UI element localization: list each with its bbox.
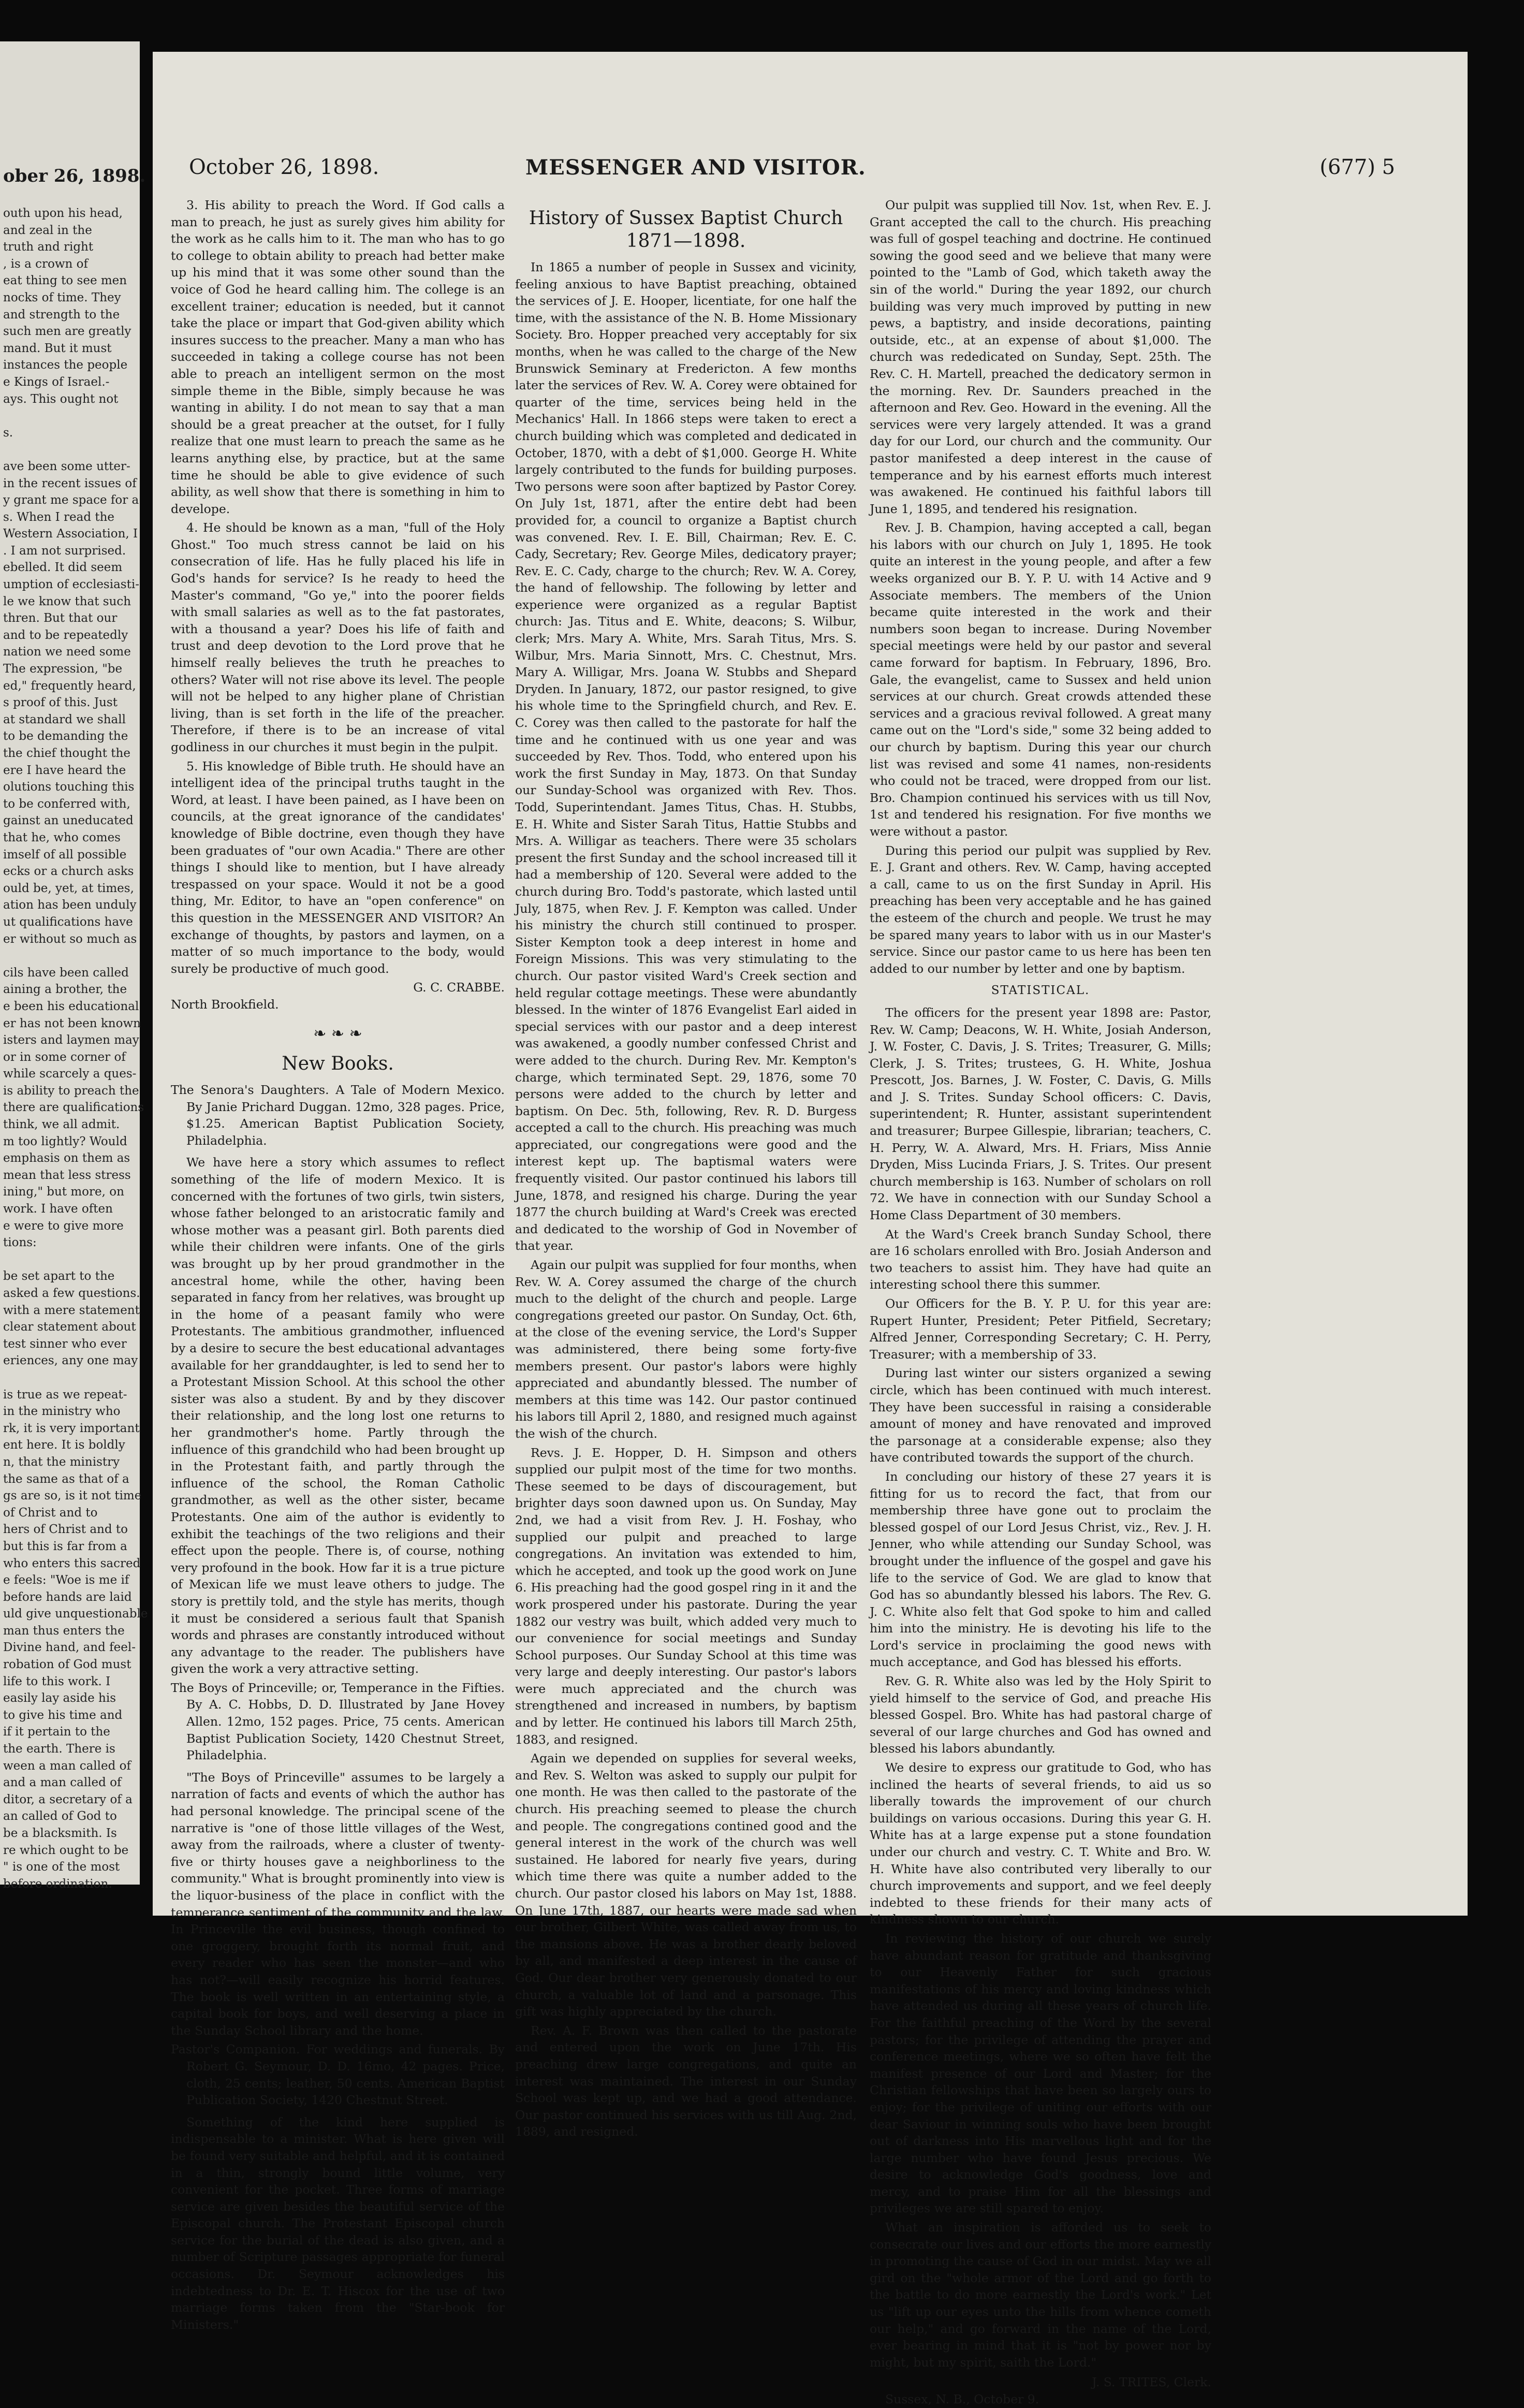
section-ornament: ❧ ❧ ❧ — [313, 1024, 362, 1043]
adjacent-line: ining," but more, on — [3, 1185, 124, 1199]
adjacent-line: man thus enters the — [3, 1624, 125, 1638]
adjacent-line: uld give unquestionable — [3, 1607, 148, 1621]
adjacent-line: ays. This ought not — [3, 392, 119, 406]
adjacent-line: life to this work. I — [3, 1674, 111, 1688]
adjacent-line: ation has been unduly — [3, 898, 137, 912]
adjacent-line: if it pertain to the — [3, 1725, 110, 1739]
adjacent-line: who enters this sacred — [3, 1556, 141, 1570]
adjacent-page-text — [0, 205, 148, 1892]
header-title: MESSENGER AND VISITOR. — [525, 155, 866, 180]
article-title — [515, 207, 857, 253]
adjacent-line: s proof of this. Just — [3, 696, 118, 710]
article-continuation — [870, 197, 1211, 977]
adjacent-line — [3, 1369, 140, 1387]
adjacent-line: nocks of time. They — [3, 290, 121, 304]
adjacent-line: be a blacksmith. Is — [3, 1827, 117, 1840]
adjacent-line: work. I have often — [3, 1202, 113, 1216]
adjacent-line: truth and right — [3, 240, 94, 254]
adjacent-line: n, that the ministry — [3, 1455, 120, 1469]
paragraph: 3. His ability to preach the Word. If God calls a man to preach, he just as surely gives him ability for the work as he calls him to it. The man who has to go to college to obtain ability to preach had better make up his mind that it was some other sound than the voice of God he heard calling him. The college is an excellent trainer; education is needed, but it cannot take the place or impart that God-given ability which insures success to the preacher. Many a man who has succeeded in taking a college course has not been able to preach an intelligent sermon on the most simple theme in the Bible, simply because he was wanting in ability. I do not mean to say that a man should be a great preacher at the outset, for I fully realize that one must learn to preach the same as he learns anything else, by practice, but at the same time he should be able to give evidence of such ability, as well show that there is something in him to develope. — [171, 198, 505, 516]
adjacent-line: e Kings of Israel.- — [3, 375, 110, 389]
paragraph: Our pulpit was supplied till Nov. 1st, when Rev. E. J. Grant accepted the call to the church. His preaching was full of gospel teaching and doctrine. He continued sowing the good seed and we believe that many were pointed to the "Lamb of God, which taketh away the sin of the world." During the year 1892, our church building was very much improved by putting in new pews, a baptistry, and inside decorations, painting outside, etc., at an expense of about $1,000. The church was rededicated on Sunday, Sept. 25th. The Rev. C. H. Martell, preached the dedicatory sermon in the morning. Rev. Dr. Saunders preached in the afternoon and Rev. Geo. Howard in the evening. All the services were very largely attended. It was a grand day for our Lord, our church and the community. Our pastor manifested a deep interest in the cause of temperance and by his earnest efforts much interest was awakened. He continued his faithful labors till June 1, 1895, and tendered his resignation. — [870, 198, 1211, 516]
adjacent-line: eriences, any one may — [3, 1354, 138, 1368]
article-signer: J. S. TRITES, Clerk. — [1092, 2375, 1211, 2390]
adjacent-line: le we know that such — [3, 594, 131, 608]
paragraph: Rev. G. R. White also was led by the Holy Spirit to yield himself to the service of God, and preache His blessed Gospel. Bro. White has had pastoral charge of several of our large churches and God has owned and blessed his labors abundantly. — [870, 1674, 1211, 1756]
adjacent-line — [3, 441, 140, 458]
adjacent-line: outh upon his head, — [3, 207, 123, 220]
paragraph: "The Boys of Princeville" assumes to be largely a narration of facts and events of which the author has had personal knowledge. The principal scene of the narrative is "one of those little villages of the West, away from the railroads, where a cluster of twenty-five or thirty houses gave a neighborliness to the community." What is brought prominently into view is the liquor-business of the place in conflict with the temperance sentiment of the community and the law. In Princeville the evil business, though confined to one groggery, brought forth its normal fruit, and every reader who has seen the monster—and who has not?—will easily recognize his horrid features. The book is well written in an entertaining style, a capital book for boys, and well deserving a place in the Sunday School library and the home. — [171, 1770, 505, 2038]
paragraph: During this period our pulpit was supplied by Rev. E. J. Grant and others. Rev. W. Camp, having accepted a call, came to us on the first Sunday in April. His preaching has been very acceptable and he has gained the esteem of the church and people. We trust he may be spared many years to labor with us in our Master's service. Since our pastor came to us here has been ten added to our number by letter and one by baptism. — [870, 843, 1211, 976]
book-entry-1: The Senora's Daughters. A Tale of Modern Mexico. By Janie Prichard Duggan. 12mo, 328 pages. Price, $1.25. American Baptist Publication Society, Philadelphia. — [171, 1083, 505, 1148]
adjacent-line: before hands are laid — [3, 1590, 132, 1604]
paragraph: Again we depended on supplies for several weeks, and Rev. S. Welton was asked to supply our pulpit for one month. He was then called to the pastorate of the church. His preaching seemed to please the church and people. The congregations contined good and the general interest in the work of the church was well sustained. He labored for nearly five years, during which time there was quite a number added to the church. Our pastor closed his labors on May 1st, 1888. On June 17th, 1887, our hearts were made sad when our brother, Gilbert White, was called away from us, to the mansions above. He was a brother dearly beloved by all, and manifested a deep interest in the cause of God. Our dear brother very generously donated to our church, a valuable lot of land and a parsonage. This gift was highly appreciated by the church. — [515, 1751, 857, 2019]
adjacent-page-date: ober 26, 1898. — [3, 166, 146, 186]
book-review-3 — [171, 2114, 505, 2333]
column-1 — [171, 197, 505, 2332]
adjacent-line: thren. But that our — [3, 611, 118, 625]
adjacent-line: y grant me space for a — [3, 493, 139, 507]
adjacent-line: s. — [3, 426, 13, 440]
page-header — [163, 155, 1457, 186]
adjacent-line: ween a man called of — [3, 1759, 131, 1773]
header-page-number: (677) 5 — [1320, 155, 1395, 179]
adjacent-line: The expression, "be — [3, 662, 123, 676]
adjacent-line: the chief thought the — [3, 747, 130, 760]
adjacent-line: gainst an uneducated — [3, 814, 134, 828]
article-title-text: History of Sussex Baptist Church — [529, 208, 843, 229]
adjacent-line — [3, 1251, 140, 1268]
adjacent-line: in the recent issues of — [3, 476, 137, 490]
column-2 — [515, 197, 857, 2139]
adjacent-line: ditor, a secretary of a — [3, 1792, 133, 1806]
adjacent-line: imself of all possible — [3, 848, 127, 862]
paragraph: In concluding our history of these 27 years it is fitting for us to record the fact, that from our membership three have gone out to proclaim the blessed gospel of our Lord Jesus Christ, viz., Rev. J. H. Jenner, who while attending our Sunday School, was brought under the influence of the gospel and gave his life to the service of God. We are glad to know that God has so abundantly blessed his labors. The Rev. G. J. C. White also felt that God spoke to him and called him into the ministry. He is devoting his life to the Lord's service in proclaiming the good news with much acceptance, and God has blessed his efforts. — [870, 1469, 1211, 1670]
adjacent-line: e been his educational — [3, 999, 139, 1013]
adjacent-line: such men are greatly — [3, 325, 131, 339]
adjacent-line — [3, 947, 140, 965]
adjacent-line: asked a few questions. — [3, 1287, 140, 1300]
paragraph: We desire to express our gratitude to God, who has inclined the hearts of several friends, to aid us so liberally towards the improvement of our church buildings on various occasions. During this year G. H. White has at a large expense put a stone foundation under our church and vestry. C. T. White and Bro. W. H. White have also contributed very liberally to our church improvements and support, and we feel deeply indebted to these friends for their many acts of kindness shown to our church. — [870, 1760, 1211, 1927]
adjacent-line: umption of ecclesiasti- — [3, 578, 139, 592]
adjacent-line: mand. But it must — [3, 341, 112, 355]
adjacent-line: and zeal in the — [3, 223, 92, 237]
adjacent-line: before ordination. — [3, 1877, 112, 1891]
adjacent-line: s. When I read the — [3, 510, 115, 524]
paragraph: 4. He should be known as a man, "full of the Holy Ghost." Too much stress cannot be laid on his consecration of life. Has he fully placed his life in God's hands for service? Is he ready to heed the Master's command, "Go ye," into the poorer fields with small salaries as well as to the fat pastorates, with a thousand a year? Does his life of faith and trust and deep devotion to the Lord prove that he himself really believes the truth he preaches to others? Water will not rise above its level. The people will not be helped to any higher plane of Christian living, than is set forth in the life of the preacher. Therefore, if there is to be an increase of vital godliness in our churches it must begin in the pulpit. — [171, 520, 505, 754]
adjacent-line: er without so much as — [3, 932, 137, 946]
adjacent-line: e were to give more — [3, 1219, 124, 1233]
statistical-heading: STATISTICAL. — [991, 984, 1090, 998]
statistical-body — [870, 1004, 1211, 2371]
paragraph: Rev. J. B. Champion, having accepted a call, began his labors with our church on July 1, 1895. He took quite an interest in the young people, and after a few weeks organized our B. Y. P. U. with 14 Active and 9 Associate members. The members of the Union became quite interested in the work and their numbers soon began to increase. During November special meetings were held by our pastor and several came forward for baptism. In February, 1896, Bro. Gale, the evangelist, came to Sussex and held union services at our church. Great crowds attended these services and a gracious revival followed. A great many came out on the "Lord's side," some 32 being added to our church by baptism. During this year our church list was revised and some 41 names, non-residents who could not be traced, were dropped from our list. Bro. Champion continued his services with us till Nov, 1st and tendered his resignation. For five months we were without a pastor. — [870, 520, 1211, 839]
adjacent-line: ent here. It is boldly — [3, 1438, 125, 1452]
adjacent-line: ecks or a church asks — [3, 865, 134, 879]
adjacent-line: Divine hand, and feel- — [3, 1641, 136, 1655]
adjacent-line: the same as that of a — [3, 1472, 129, 1486]
adjacent-line: emphasis on them as — [3, 1151, 130, 1165]
adjacent-line: to be conferred with, — [3, 797, 130, 811]
paragraph: In 1865 a number of people in Sussex and vicinity, feeling anxious to have Baptist preaching, obtained the services of J. E. Hooper, licentiate, for one half the time, with the assistance of the N. B. Home Missionary Society. Bro. Hopper preached very acceptably for six months, when he was called to the charge of the New Brunswick Seminary at Fredericton. A few months later the services of Rev. W. A. Corey were obtained for quarter of the time, services being held in the Mechanics' Hall. In 1866 steps were taken to erect a church building which was completed and dedicated in October, 1870, with a debt of $1,000. George H. White largely contributed to the funds for building purposes. Two persons were soon after baptized by Pastor Corey. On July 1st, 1871, after the entire debt had been provided for, a council to organize a Baptist church was convened. Rev. I. E. Bill, Chairman; Rev. E. C. Cady, Secretary; Rev. George Miles, dedicatory prayer; Rev. E. C. Cady, charge to the church; Rev. W. A. Corey, the hand of fellowship. The following by letter and experience were organized as a regular Baptist church: Jas. Titus and E. White, deacons; S. Wilbur, clerk; Mrs. Mary A. White, Mrs. Sarah Titus, Mrs. S. Wilbur, Mrs. Maria Sinnott, Mrs. C. Chestnut, Mrs. Mary A. Willigar, Mrs. Joana W. Stubbs and Shepard Dryden. In January, 1872, our pastor resigned, to give his whole time to the Springfield church, and Rev. E. C. Corey was then called to the pastorate for half the time and he continued with us one year and was succeeded by Rev. Thos. Todd, who entered upon his work the first Sunday in May, 1873. On that Sunday our Sunday-School was organized with Rev. Thos. Todd, Superintendant. James Titus, Chas. H. Stubbs, E. H. White and Sister Sarah Titus, Hattie Stubbs and Mrs. A. Willigar as teachers. There were 35 scholars present the first Sunday and the school increased till it had a membership of 120. Several were added to the church during Bro. Todd's pastorate, which lasted until July, 1875, when Rev. J. F. Kempton was called. Under his ministry the church still continued to prosper. Sister Kempton took a deep interest in home and Foreign Missions. This was very stimulating to the church. Our pastor visited Ward's Creek section and held regular cottage meetings. These were abundantly blessed. In the winter of 1876 Evangelist Earl aided in special services with our pastor and a deep interest was awakened, a goodly number confessed Christ and were added to the church. During Rev. Mr. Kempton's charge, which terminated Sept. 29, 1876, some 70 persons were added to the church by letter and baptism. On Dec. 5th, following, Rev. R. D. Burgess accepted a call to the church. His preaching was much appreciated, our congregations were good and the interest kept up. The baptismal waters were frequently visited. Our pastor continued his labors till June, 1878, and resigned his charge. During the year 1877 the church building at Ward's Creek was erected and dedicated to the worship of God in November of that year. — [515, 260, 857, 1253]
adjacent-line: isters and laymen may — [3, 1033, 139, 1047]
adjacent-line: ut qualifications have — [3, 915, 133, 929]
paragraph: In reviewing the history of our church we surely have abundant reason for gratitude and thanksgiving to our Heavenly Father for such gracious manifestations of his mercy and loving kindness which have attended us during all these years of church life. For the faithful preaching of the Word by the several pastors; for the privilege of attending the prayer and conference meetings, where we so often have felt the manifest presence of our Lord and Master; for the Christian fellowships that have been so largely ours to enjoy; for the privilege of uniting our efforts with our dear Saviour in winning souls who have been brought out of darkness into His marvellous light and for the large number who have found Jesus precious. We desire to acknowledge God's goodness, love and mercy, and to praise Him for all the blessings and privileges we are still spared to enjoy. — [870, 1931, 1211, 2216]
letter-signature: G. C. CRABBE. — [413, 980, 505, 995]
adjacent-line: hers of Christ and to — [3, 1523, 128, 1537]
paragraph: During last winter our sisters organized a sewing circle, which has been continued with much interest. They have been successful in raising a considerable amount of money and have renovated and improved the parsonage at a considerable expense; also they have contributed towards the support of the church. — [870, 1366, 1211, 1465]
adjacent-line: nation we need some — [3, 645, 131, 659]
adjacent-line: at standard we shall — [3, 712, 126, 726]
adjacent-line: with a mere statement — [3, 1303, 140, 1317]
adjacent-line: that he, who comes — [3, 830, 121, 844]
column-3 — [870, 197, 1211, 2406]
book-entry-3: Pastor's Companion. For weddings and funerals. By Robert G. Seymour, D. D. 16mo, 42 pages. Price, cloth, 25 cents; leather, 50 cents. American Baptist Publication Society, 1420 Chestnut Street. — [171, 2042, 505, 2108]
paragraph: 5. His knowledge of Bible truth. He should have an intelligent idea of the principal truths taught in the Word, at least. I have been pained, as I have been on councils, at the great ignorance of the candidates' knowledge of Bible doctrine, even though they have been graduates of "our own Acadia." There are other things I should like to mention, but I have already trespassed on your space. Would it not be a good thing, Mr. Editor, to have an "open conference" on this question in the MESSENGER AND VISITOR? An exchange of thoughts, by pastors and laymen, on a matter of so much importance to the body, would surely be productive of much good. — [171, 758, 505, 976]
book-review-1 — [171, 1154, 505, 1677]
adjacent-line: and a man called of — [3, 1776, 122, 1790]
letter-body — [171, 197, 505, 977]
adjacent-line: eat thing to see men — [3, 274, 127, 288]
adjacent-line: m too lightly? Would — [3, 1134, 127, 1148]
paragraph: Again our pulpit was supplied for four months, when Rev. W. A. Corey assumed the charge of the church much to the delight of the church and people. Large congregations greeted our pastor. On Sunday, Oct. 6th, at the close of the evening service, the Lord's Supper was administered, there being some forty-five members present. Our pastor's labors were highly appreciated and abundantly blessed. The number of members at this time was 142. Our pastor continued his labors till April 2, 1880, and resigned much against the wish of the church. — [515, 1258, 857, 1441]
adjacent-line: or in some corner of — [3, 1050, 126, 1064]
adjacent-line: tions: — [3, 1236, 37, 1250]
adjacent-line: olutions touching this — [3, 780, 135, 794]
adjacent-line: and to be repeatedly — [3, 628, 128, 642]
adjacent-line: ebelled. It did seem — [3, 561, 123, 575]
adjacent-line: re which ought to be — [3, 1843, 129, 1857]
new-books-heading: New Books. — [282, 1053, 394, 1075]
adjacent-line: think, we all admit. — [3, 1118, 120, 1132]
adjacent-line: clear statement about — [3, 1320, 136, 1334]
adjacent-line: . I am not surprised. — [3, 544, 126, 558]
adjacent-line — [3, 407, 140, 425]
adjacent-line: of Christ and to — [3, 1506, 98, 1520]
article-body — [515, 259, 857, 2140]
paragraph: Our Officers for the B. Y. P. U. for this year are: Rupert Hunter, President; Peter Pitfield, Secretary; Alfred Jenner, Corresponding Secretary; C. H. Perry, Treasurer; with a membership of 33. — [870, 1296, 1211, 1362]
adjacent-line: mean that less stress — [3, 1168, 131, 1182]
letter-location: North Brookfield. — [171, 997, 279, 1012]
adjacent-line: is true as we repeat- — [3, 1388, 127, 1402]
adjacent-line: easily lay aside his — [3, 1691, 116, 1705]
adjacent-page-strip — [0, 41, 148, 1891]
adjacent-line: rk, it is very important — [3, 1421, 140, 1435]
adjacent-line: Western Association, I — [3, 527, 138, 541]
newspaper-page — [153, 52, 1468, 2406]
article-place-date: Sussex, N. B., October 9. — [885, 2392, 1039, 2406]
adjacent-line: test sinner who ever — [3, 1337, 127, 1351]
paragraph: What an inspiration is afforded us to seek to consecrate our lives and our efforts the more earnestly in promoting the cause of God in our midst. May we all gird on the "whole armor of the Lord and go forth to the battle to do more earnestly the Lord's work." Let us "lift up our eyes unto the hills from whence cometh our help," and go forward in the name of the Lord, ever bearing in mind that it is "not by power nor by might, but my spirit, saith the Lord." — [870, 2220, 1211, 2370]
adjacent-line: robation of God must — [3, 1658, 131, 1672]
adjacent-line: while scarcely a ques- — [3, 1067, 137, 1081]
adjacent-line: ould be, yet, at times, — [3, 881, 134, 895]
book-entry-2: The Boys of Princeville; or, Temperance in the Fifties. By A. C. Hobbs, D. D. Illustrated by Jane Hovey Allen. 12mo, 152 pages. Price, 75 cents. American Baptist Publication Society, 1420 Chestnut Street, Philadelphia. — [171, 1680, 505, 1763]
adjacent-line: there are qualifications — [3, 1101, 144, 1115]
adjacent-line: aining a brother, the — [3, 983, 127, 997]
adjacent-line: gs are so, is it not time — [3, 1489, 142, 1503]
paragraph: Rev. A. F. Brown was then called to the pastorate and entered upon the work on June 17th. His preaching drew large congregations, and quite an interest was maintained. The interest in our Sunday School was kept up, and we had a good attendance. Our pastor continued his services with us till Aug. 2nd, 1889, and resigned. — [515, 2023, 857, 2139]
adjacent-line: ed," frequently heard, — [3, 679, 136, 693]
adjacent-line: to give his time and — [3, 1708, 123, 1722]
header-date: October 26, 1898. — [189, 155, 379, 179]
adjacent-line: to be demanding the — [3, 729, 128, 743]
paragraph: Revs. J. E. Hopper, D. H. Simpson and others supplied our pulpit most of the time for two months. These seemed to be days of discouragement, but brighter days soon dawned upon us. On Sunday, May 2nd, we had a visit from Rev. J. H. Foshay, who supplied our pulpit and preached to large congregations. An invitation was extended to him, which he accepted, and took up the good work on June 6. His preaching had the good gospel ring in it and the work prospered under his pastorate. During the year 1882 our vestry was built, which added very much to our convenience for social meetings and Sunday School purposes. Our Sunday School at this time was very large and deeply interesting. Our pastor's labors were much appreciated and the church was strengthened and increased in numbers, by baptism and by letter. He continued his labors till March 25th, 1883, and resigned. — [515, 1445, 857, 1747]
paragraph: Something of the kind here supplied is indispensable to a minister. What is here given will be found very suitable and helpful, and it is contained in a thin, strongly bound little volume, very convenient for the pocket. Three forms of marriage service are given besides the beautiful service of the Episcopal church. The Protestant Episcopal church service for the burial of the dead is also given, and a number of Scripture passages appropriate for funeral occasions. Dr. Seymour acknowledges his indebtedness to Dr. E. T. Hiscox for the use of two marriage forms taken from the "Star-book for Ministers." — [171, 2114, 505, 2332]
adjacent-line: is ability to preach the — [3, 1084, 139, 1098]
article-dates: 1871—1898. — [626, 230, 746, 252]
adjacent-line: in the ministry who — [3, 1405, 121, 1419]
adjacent-line: ave been some utter- — [3, 459, 130, 473]
paragraph: The officers for the present year 1898 are: Pastor, Rev. W. Camp; Deacons, W. H. White, Josiah Anderson, J. W. Foster, C. Davis, J. S. Trites; Treasurer, G. Mills; Clerk, J. S. Trites; trustees, G. H. White, Joshua Prescott, Jos. Barnes, J. W. Foster, C. Davis, G. Mills and J. S. Trites. Sunday School officers: C. Davis, superintendent; R. Hunter, assistant superintendent and treasurer; Burpee Gillespie, librarian; teachers, C. H. Perry, W. A. Alward, Mrs. H. Friars, Miss Annie Dryden, Miss Lucinda Friars, J. S. Trites. Our present church membership is 163. Number of scholars on roll 72. We have in connection with our Sunday School a Home Class Department of 30 members. — [870, 1005, 1211, 1223]
adjacent-line: but this is far from a — [3, 1539, 127, 1553]
adjacent-line: be set apart to the — [3, 1269, 115, 1283]
paragraph: We have here a story which assumes to reflect something of the life of modern Mexico. It is concerned with the fortunes of two girls, twin sisters, whose father belonged to an aristocratic family and whose mother was a peasant girl. Both parents died while their children were infants. One of the girls was brought up by her proud grandmother in the ancestral home, while the other, having been separated in fancy from her relatives, was brought up in the home of a peasant family who were Protestants. The ambitious grandmother, influenced by a desire to secure the best educational advantages available for her granddaughter, is led to send her to a Protestant Mission School. At this school the other sister was also a student. By and by they discover their relationship, and the long lost one returns to her grandmother's home. Partly through the influence of this grandchild who had been brought up in the Protestant faith, and partly through the influence of the school, the Roman Catholic grandmother, as well as the other sister, became Protestants. One aim of the author is evidently to exhibit the teachings of the two religions and their effect upon the people. There is, of course, nothing very profound in the book. How far it is a true picture of Mexican life we must leave others to judge. The story is prettily told, and the style has merits, though it must be considered a serious fault that Spanish words and phrases are constantly introduced without any advantage to the reader. The publishers have given the work a very attractive setting. — [171, 1155, 505, 1676]
adjacent-line: " is one of the most — [3, 1860, 120, 1874]
adjacent-line: and strength to the — [3, 308, 120, 322]
adjacent-line: , is a crown of — [3, 257, 89, 271]
adjacent-line: cils have been called — [3, 966, 129, 980]
book-review-2 — [171, 1769, 505, 2039]
paragraph: At the Ward's Creek branch Sunday School, there are 16 scholars enrolled with Bro. Josiah Anderson and two teachers to assist him. They have had quite an interesting school there this summer. — [870, 1227, 1211, 1292]
adjacent-line: instances the people — [3, 358, 128, 372]
adjacent-line: er has not been known — [3, 1016, 141, 1030]
adjacent-line: ere I have heard the — [3, 763, 126, 777]
adjacent-line: e feels: "Woe is me if — [3, 1573, 129, 1587]
adjacent-line: an called of God to — [3, 1809, 117, 1823]
adjacent-line: the earth. There is — [3, 1742, 115, 1756]
